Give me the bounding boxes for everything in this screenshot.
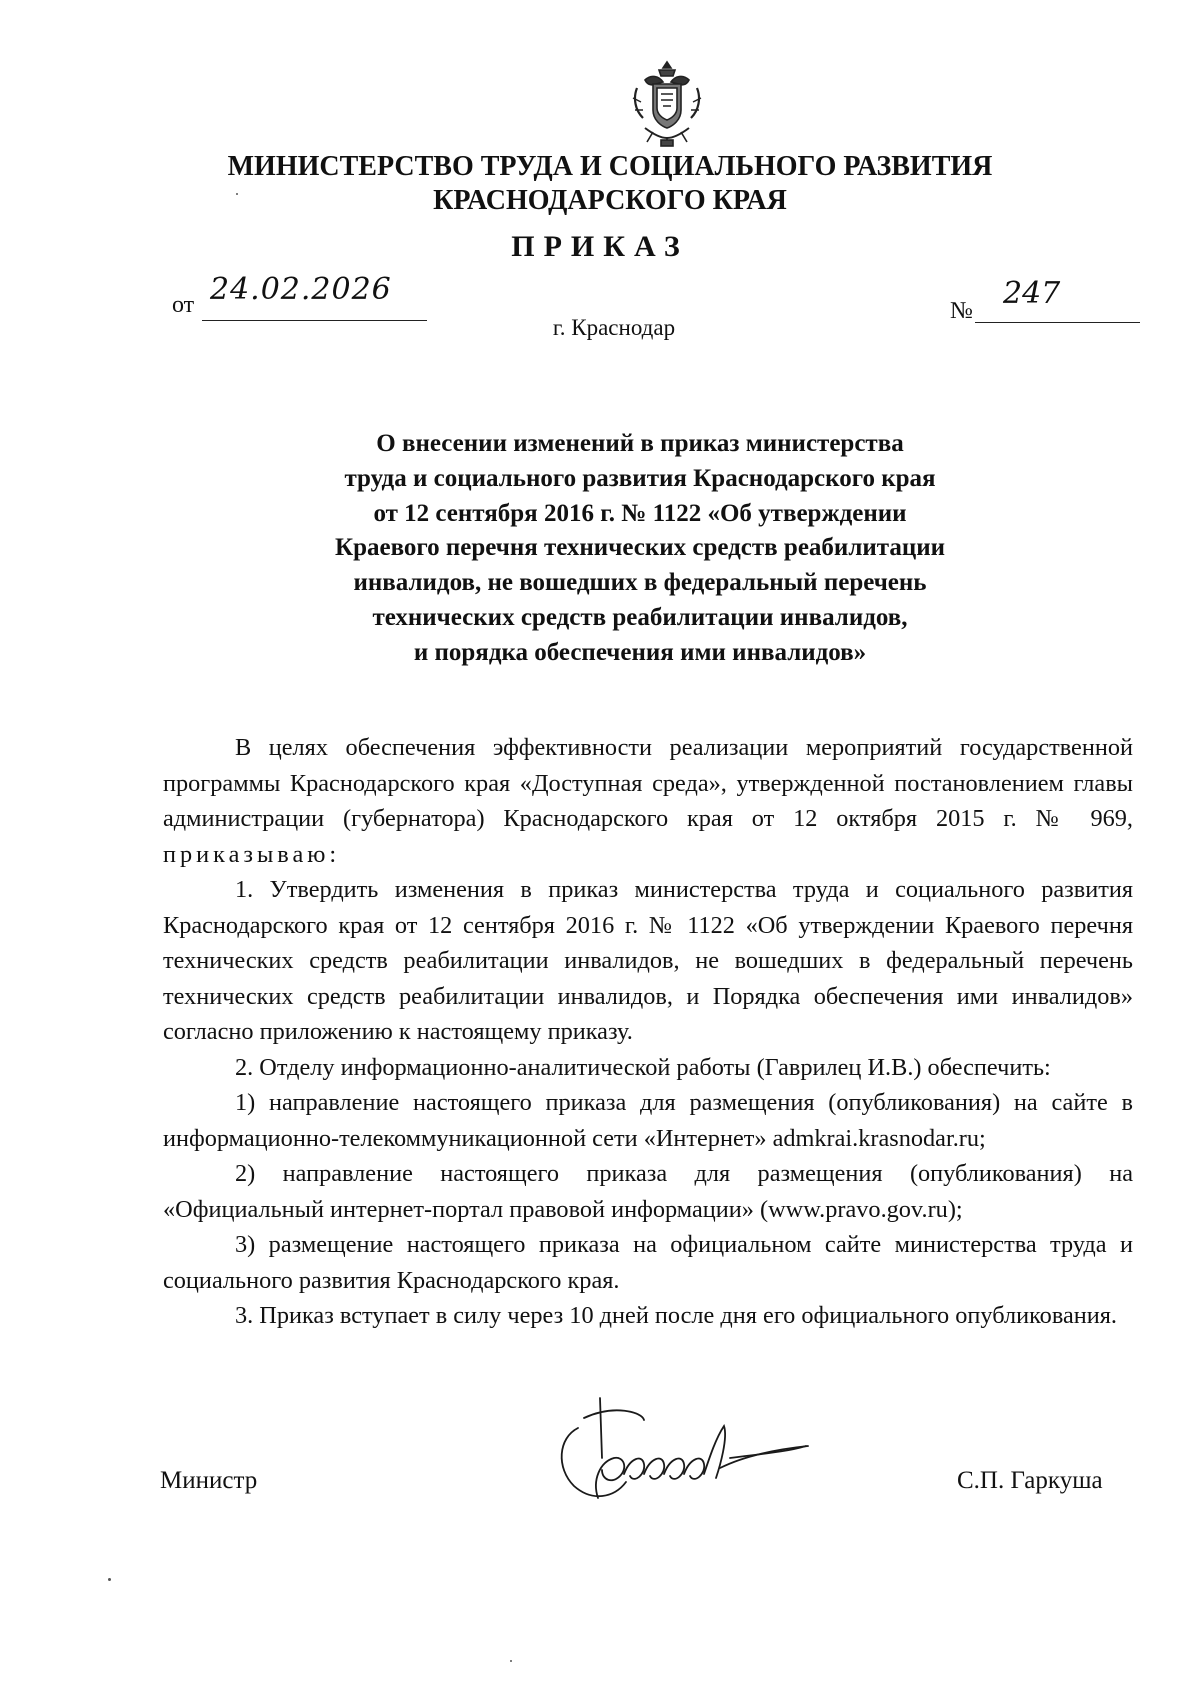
signer-name: С.П. Гаркуша (957, 1467, 1103, 1494)
scan-speck (108, 1578, 111, 1581)
item-2-3: 3) размещение настоящего приказа на официальном сайте министерства труда и социального развития Краснодарского края. (163, 1231, 1133, 1294)
item-2: 2. Отделу информационно-аналитической работы (Гаврилец И.В.) обеспечить: (235, 1053, 1051, 1081)
title-line: и порядка обеспечения ими инвалидов» (413, 638, 867, 666)
date-prefix: от (172, 292, 195, 318)
item-2-2: 2) направление настоящего приказа для размещения (опубликования) на «Официальный интернет-портал правовой информации» (www.pravo.gov.ru); (163, 1160, 1133, 1223)
title-line: технических средств реабилитации инвалидов, (372, 603, 908, 631)
signer-role: Министр (160, 1467, 258, 1494)
title-line: О внесении изменений в приказ министерства (376, 430, 904, 457)
item-3: 3. Приказ вступает в силу через 10 дней после дня его официального опубликования. (235, 1302, 1118, 1329)
item-1: 1. Утвердить изменения в приказ министерства труда и социального развития Краснодарского края от 12 сентября 2016 г. № 1122 «Об утверждении Краевого перечня технических средств реабилитации инвалидов, не вошедших в федеральный перечень технических средств реабилитации инвалидов, и Порядка обеспечения ими инвалидов» согласно приложению к настоящему приказу. (163, 876, 1133, 1045)
ministry-name-line1: МИНИСТЕРСТВО ТРУДА И СОЦИАЛЬНОГО РАЗВИТИЯ (227, 151, 993, 182)
preamble-text: В целях обеспечения эффективности реализации мероприятий государственной программы Краснодарского края «Доступная среда», утвержденной постановлением главы администрации (губернатора) Краснодарского края от 12 октября 2015 г. № 969, (163, 734, 1133, 832)
order-word: приказываю: (163, 840, 341, 868)
coat-of-arms-icon (623, 58, 711, 150)
scan-speck (236, 193, 238, 195)
document-body (163, 730, 1133, 1334)
city: г. Краснодар (552, 315, 676, 340)
handwritten-signature-icon (540, 1388, 840, 1518)
title-line: Краевого перечня технических средств реабилитации (334, 534, 946, 562)
scan-speck (510, 1660, 512, 1662)
number-value: 247 (1003, 276, 1061, 311)
document-type: ПРИКАЗ (511, 230, 689, 263)
title-line: инвалидов, не вошедших в федеральный перечень (353, 569, 927, 597)
preamble-paragraph (163, 730, 1133, 872)
date-value: 24.02.2026 (210, 272, 392, 307)
title-line: труда и социального развития Краснодарского края (344, 464, 936, 492)
document-title (280, 427, 1000, 671)
title-line: от 12 сентября 2016 г. № 1122 «Об утверждении (373, 499, 907, 527)
item-2-1: 1) направление настоящего приказа для размещения (опубликования) на сайте в информационно-телекоммуникационной сети «Интернет» admkrai.krasnodar.ru; (163, 1089, 1133, 1152)
number-prefix: № (950, 298, 973, 324)
ministry-name-line2: КРАСНОДАРСКОГО КРАЯ (433, 185, 787, 216)
